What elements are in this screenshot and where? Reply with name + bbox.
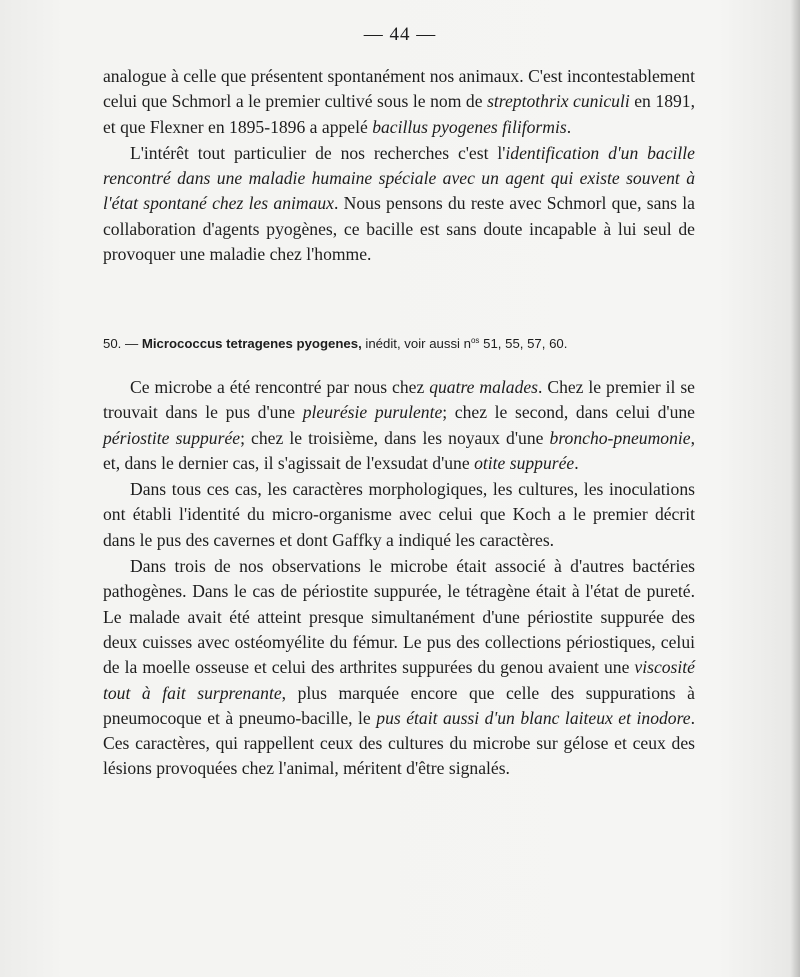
text-run: Dans trois de nos observations le microbe était associé à d'autres bactéries pathogènes. Dans le cas de périostite suppurée, le tétragène était à l'état de pureté. Le malade avait été atteint presque simultanément d'une périostite suppurée des deux cuisses avec ostéomyélite du fémur. Le pus des collections périostiques, celui de la moelle osseuse et celui des arthrites suppurées du genou avaient une [103, 556, 695, 678]
italic-run: broncho-pneumonie [549, 427, 691, 448]
text-run: , et, dans le dernier cas, il s'agissait de l'exsudat d'une [103, 427, 695, 473]
catalog-entry-heading [103, 332, 703, 353]
entry-superscript: os [470, 336, 480, 345]
text-run: ; chez le second, dans celui d'une [442, 402, 695, 423]
text-run: Dans tous ces cas, les caractères morphologiques, les cultures, les inoculations ont établi l'identité du micro-organisme avec celui que Koch a le premier décrit dans le pus des cavernes et dont Gaffky a indiqué les caractères. [103, 479, 695, 550]
text-run: analogue à celle que présentent spontanément nos animaux. C'est incontestablement celui que Schmorl a le premier cultivé sous le nom de [103, 66, 695, 112]
text-run: en 1891, et que Flexner en 1895-1896 a appelé [103, 91, 695, 137]
text-run: . Nous pensons du reste avec Schmorl que, sans la collaboration d'agents pyogènes, ce bacille est sans doute incapable à lui seul de provoquer une maladie chez l'homme. [103, 193, 695, 265]
italic-run: périostite suppurée [103, 427, 241, 448]
text-run: L'intérêt tout particulier de nos recherches c'est l' [130, 142, 506, 163]
entry-status: inédit, voir aussi n [365, 336, 471, 351]
text-block-bottom [103, 375, 695, 782]
paragraph [103, 554, 695, 782]
italic-run: viscosité tout à fait surprenante [103, 657, 695, 703]
text-run: . [574, 452, 579, 473]
italic-run: streptothrix cuniculi [487, 91, 630, 112]
text-block-top [103, 64, 695, 267]
paragraph [103, 477, 695, 553]
italic-run: quatre malades [429, 377, 539, 397]
entry-number: 50. [103, 336, 122, 351]
italic-run: pleurésie purulente [302, 402, 443, 423]
page-edge-shadow [790, 0, 800, 977]
paragraph [103, 141, 695, 267]
italic-run: identification d'un bacille rencontré dans une maladie humaine spéciale avec un agent qui existe souvent à l'état spontané chez les animaux [103, 142, 695, 214]
paragraph [103, 64, 695, 140]
text-run: . [566, 116, 572, 137]
text-run: ; chez le troisième, dans les noyaux d'une [240, 427, 550, 448]
text-run: Ce microbe a été rencontré par nous chez [130, 377, 430, 397]
paragraph [103, 375, 695, 476]
entry-dash: — [125, 336, 139, 351]
entry-name: Micrococcus tetragenes pyogenes, [141, 336, 362, 351]
text-run: , plus marquée encore que celle des suppurations à pneumocoque et à pneumo-bacille, le [103, 682, 695, 728]
page-number: — 44 — [363, 24, 437, 45]
text-run: . Chez le premier il se trouvait dans le pus d'une [103, 377, 695, 423]
text-run: . Ces caractères, qui rappellent ceux des cultures du microbe sur gélose et ceux des lésions provoquées chez l'animal, méritent d'être signalés. [103, 707, 695, 779]
italic-run: otite suppurée [474, 452, 575, 473]
entry-references: 51, 55, 57, 60. [483, 336, 568, 351]
italic-run: pus était aussi d'un blanc laiteux et inodore [376, 707, 691, 728]
italic-run: bacillus pyogenes filiformis [372, 116, 567, 137]
